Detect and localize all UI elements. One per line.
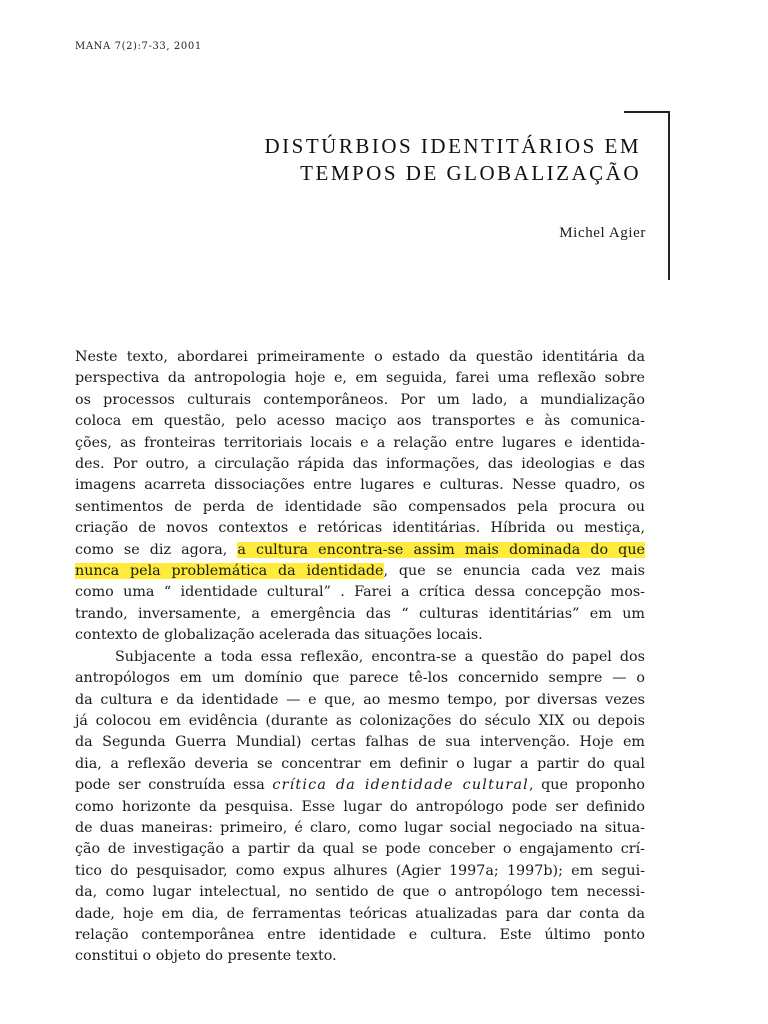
text-line: constitui o objeto do presente texto. xyxy=(75,948,337,965)
text-line: da cultura e da identidade — e que, ao mesmo tempo, por diversas vezes xyxy=(75,691,645,708)
text-line: ção de investigação a partir da qual se pode conceber o engajamento crí- xyxy=(75,841,645,858)
text-line xyxy=(75,775,645,796)
decorative-rule-vertical xyxy=(668,111,670,280)
text-line: sentimentos de perda de identidade são compensados pela procura ou xyxy=(75,498,645,515)
decorative-rule-horizontal xyxy=(624,111,670,113)
text-line: da, como lugar intelectual, no sentido de que o antropólogo tem necessi- xyxy=(75,884,645,901)
text-line: coloca em questão, pelo acesso maciço aos transportes e às comunica- xyxy=(75,413,645,430)
text-line: da Segunda Guerra Mundial) certas falhas de sua intervenção. Hoje em xyxy=(75,734,645,751)
title-line-1: DISTÚRBIOS IDENTITÁRIOS EM xyxy=(264,134,641,158)
text-line: dade, hoje em dia, de ferramentas teóricas atualizadas para dar conta da xyxy=(75,905,645,922)
text-line: relação contemporânea entre identidade e cultura. Este último ponto xyxy=(75,926,645,943)
text-line: contexto de globalização acelerada das situações locais. xyxy=(75,627,483,644)
text-line: de duas maneiras: primeiro, é claro, como lugar social negociado na situa- xyxy=(75,819,645,836)
journal-citation: MANA 7(2):7-33, 2001 xyxy=(75,41,202,52)
text-line xyxy=(75,540,645,561)
paragraph-2 xyxy=(75,647,645,968)
title-line-2: TEMPOS DE GLOBALIZAÇÃO xyxy=(300,161,641,185)
text-line: perspectiva da antropologia hoje e, em seguida, farei uma reflexão sobre xyxy=(75,370,645,387)
text-line xyxy=(75,561,645,582)
text-line: Subjacente a toda essa reflexão, encontra-se a questão do papel dos xyxy=(115,648,645,665)
paragraph-1 xyxy=(75,347,645,647)
text-line: tico do pesquisador, como expus alhures (Agier 1997a; 1997b); em segui- xyxy=(75,862,645,879)
text-line: como horizonte da pesquisa. Esse lugar do antropólogo pode ser definido xyxy=(75,798,645,815)
text-line: des. Por outro, a circulação rápida das informações, das ideologias e das xyxy=(75,456,645,473)
text-line: como uma “ identidade cultural” . Farei a crítica dessa concepção mos- xyxy=(75,584,645,601)
text-line: ções, as fronteiras territoriais locais e a relação entre lugares e identida- xyxy=(75,434,645,451)
text-line: imagens acarreta dissociações entre lugares e culturas. Nesse quadro, os xyxy=(75,477,645,494)
text-line: dia, a reflexão deveria se concentrar em definir o lugar a partir do qual xyxy=(75,755,645,772)
text-line: antropólogos em um domínio que parece tê-los concernido sempre — o xyxy=(75,670,645,687)
text-line: os processos culturais contemporâneos. Por um lado, a mundialização xyxy=(75,391,645,408)
author-name: Michel Agier xyxy=(559,225,646,241)
italic-term: crítica da identidade cultural xyxy=(272,777,529,794)
text-line: já colocou em evidência (durante as colonizações do século XIX ou depois xyxy=(75,712,645,729)
text-line: criação de novos contextos e retóricas identitárias. Híbrida ou mestiça, xyxy=(75,520,645,537)
text-fragment: , que se enuncia cada vez mais xyxy=(383,563,645,580)
text-fragment: pode ser construída essa xyxy=(75,777,273,794)
text-line: Neste texto, abordarei primeiramente o estado da questão identitária da xyxy=(75,349,645,365)
article-title xyxy=(150,133,641,187)
highlighted-text[interactable]: nunca pela problemática da identidade xyxy=(75,563,384,580)
text-line: trando, inversamente, a emergência das “ culturas identitárias” em um xyxy=(75,605,645,622)
article-body xyxy=(75,347,645,968)
text-fragment: como se diz agora, xyxy=(75,541,238,558)
highlighted-text[interactable]: a cultura encontra-se assim mais dominada do que xyxy=(237,541,645,558)
text-fragment: , que proponho xyxy=(528,777,645,794)
